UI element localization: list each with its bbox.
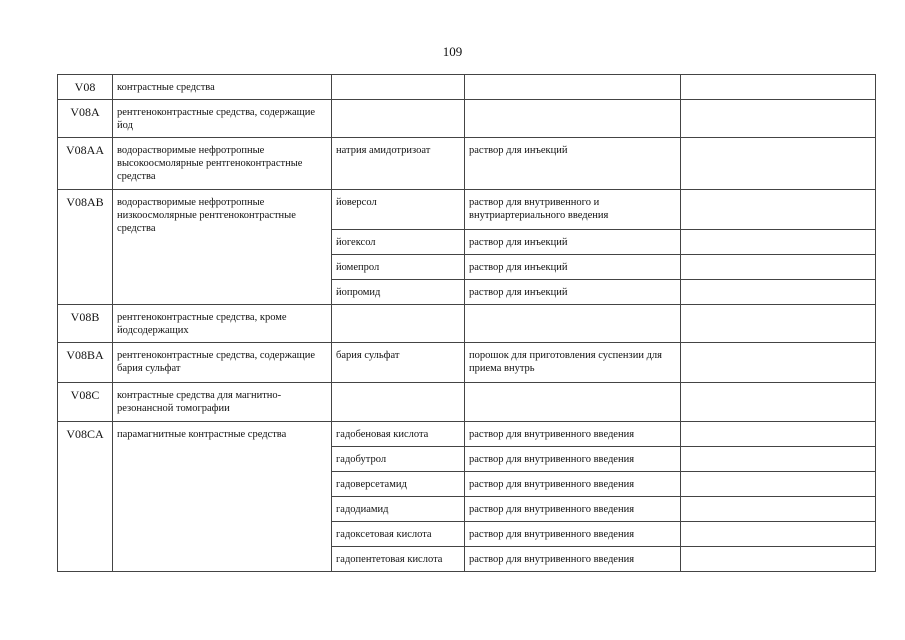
inn-cell xyxy=(332,100,465,138)
table-row xyxy=(58,190,876,230)
extra-cell xyxy=(681,280,876,305)
extra-cell xyxy=(681,447,876,472)
inn-cell: натрия амидотризоат xyxy=(332,138,465,190)
group-name: водорастворимые нефротропные низкоосмолярные рентгеноконтрастные средства xyxy=(113,190,332,305)
inn-cell: гадоверсетамид xyxy=(332,472,465,497)
inn-cell: гадобеновая кислота xyxy=(332,422,465,447)
table-row xyxy=(58,343,876,383)
group-name: рентгеноконтрастные средства, содержащие бария сульфат xyxy=(113,343,332,383)
form-cell: раствор для внутривенного введения xyxy=(465,547,681,572)
extra-cell xyxy=(681,75,876,100)
atc-code: V08 xyxy=(58,75,113,100)
atc-code: V08B xyxy=(58,305,113,343)
extra-cell xyxy=(681,472,876,497)
table-row xyxy=(58,75,876,100)
group-name: водорастворимые нефротропные высокоосмолярные рентгеноконтрастные средства xyxy=(113,138,332,190)
group-name: контрастные средства xyxy=(113,75,332,100)
extra-cell xyxy=(681,305,876,343)
form-cell xyxy=(465,75,681,100)
inn-cell: йомепрол xyxy=(332,255,465,280)
group-name: контрастные средства для магнитно-резонансной томографии xyxy=(113,383,332,422)
extra-cell xyxy=(681,230,876,255)
form-cell: раствор для инъекций xyxy=(465,255,681,280)
atc-code: V08A xyxy=(58,100,113,138)
form-cell: раствор для инъекций xyxy=(465,230,681,255)
extra-cell xyxy=(681,343,876,383)
inn-cell: йопромид xyxy=(332,280,465,305)
extra-cell xyxy=(681,100,876,138)
table-row xyxy=(58,383,876,422)
extra-cell xyxy=(681,138,876,190)
group-name: рентгеноконтрастные средства, кроме йодсодержащих xyxy=(113,305,332,343)
extra-cell xyxy=(681,497,876,522)
group-name: рентгеноконтрастные средства, содержащие йод xyxy=(113,100,332,138)
form-cell xyxy=(465,100,681,138)
form-cell: порошок для приготовления суспензии для приема внутрь xyxy=(465,343,681,383)
atc-code: V08BA xyxy=(58,343,113,383)
form-cell: раствор для внутривенного введения xyxy=(465,497,681,522)
inn-cell: бария сульфат xyxy=(332,343,465,383)
form-cell xyxy=(465,305,681,343)
extra-cell xyxy=(681,383,876,422)
table-row xyxy=(58,305,876,343)
inn-cell: йогексол xyxy=(332,230,465,255)
group-name: парамагнитные контрастные средства xyxy=(113,422,332,572)
inn-cell: гадопентетовая кислота xyxy=(332,547,465,572)
atc-code: V08AA xyxy=(58,138,113,190)
form-cell: раствор для инъекций xyxy=(465,280,681,305)
extra-cell xyxy=(681,190,876,230)
inn-cell: гадодиамид xyxy=(332,497,465,522)
inn-cell xyxy=(332,383,465,422)
inn-cell: гадобутрол xyxy=(332,447,465,472)
extra-cell xyxy=(681,522,876,547)
form-cell: раствор для инъекций xyxy=(465,138,681,190)
extra-cell xyxy=(681,422,876,447)
inn-cell: йоверсол xyxy=(332,190,465,230)
form-cell: раствор для внутривенного и внутриартериального введения xyxy=(465,190,681,230)
form-cell: раствор для внутривенного введения xyxy=(465,472,681,497)
inn-cell: гадоксетовая кислота xyxy=(332,522,465,547)
atc-code: V08CA xyxy=(58,422,113,572)
drug-table xyxy=(57,74,876,572)
form-cell: раствор для внутривенного введения xyxy=(465,422,681,447)
table-row xyxy=(58,100,876,138)
form-cell: раствор для внутривенного введения xyxy=(465,447,681,472)
atc-code: V08AB xyxy=(58,190,113,305)
table-row xyxy=(58,138,876,190)
table-row xyxy=(58,422,876,447)
form-cell xyxy=(465,383,681,422)
form-cell: раствор для внутривенного введения xyxy=(465,522,681,547)
extra-cell xyxy=(681,255,876,280)
inn-cell xyxy=(332,305,465,343)
inn-cell xyxy=(332,75,465,100)
extra-cell xyxy=(681,547,876,572)
atc-code: V08C xyxy=(58,383,113,422)
page-number: 109 xyxy=(442,44,463,59)
